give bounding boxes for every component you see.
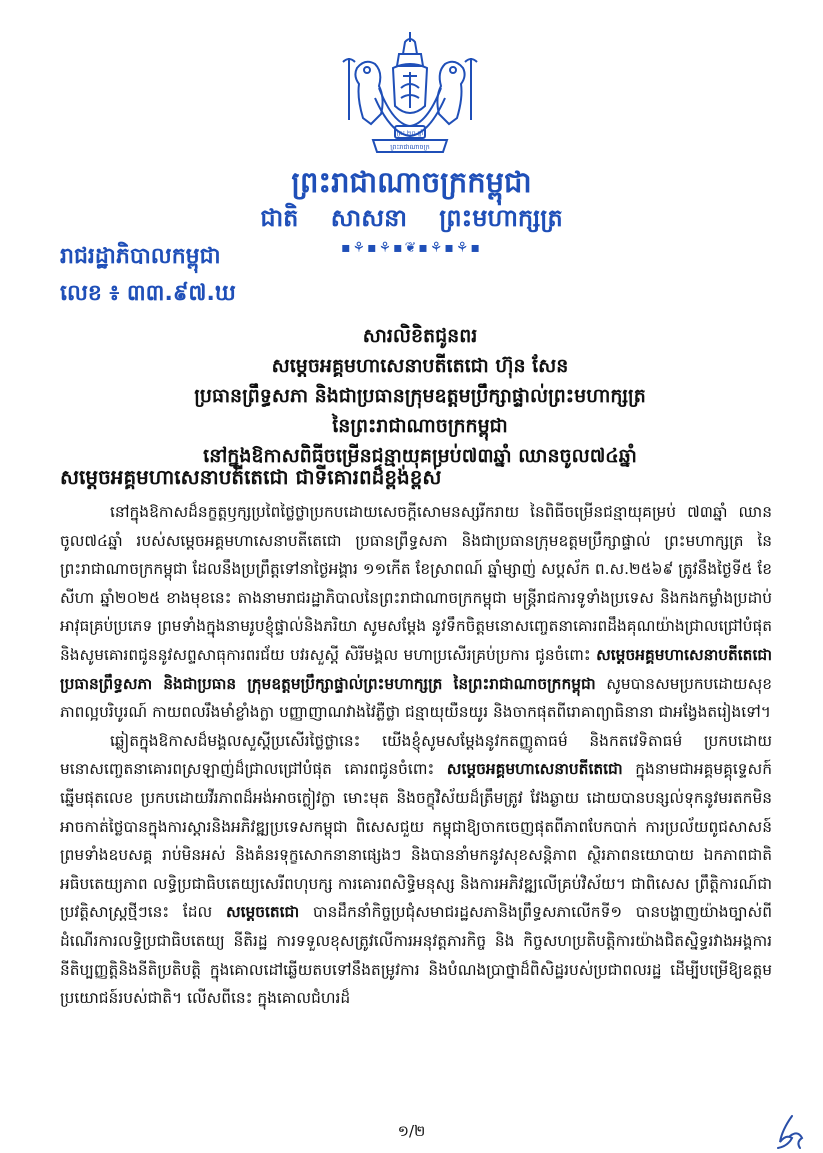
letter-body [60, 498, 772, 1013]
document-title [40, 321, 800, 471]
divider-ornament: ▪⚘▪⚘▪❦▪⚘▪⚘▪ [341, 240, 482, 256]
emblem-banner: ព្រះរាជាណាចក្រ [390, 143, 430, 151]
emblem-plaque: ព្រះ ២០ ឆ្នាំ [396, 130, 424, 137]
paragraph-emphasis: សម្តេចអគ្គមហាសេនាបតីតេជោ ប្រធានព្រឹទ្ធសភា និងជាប្រធាន ក្រុមឧត្តមប្រឹក្សាផ្ទាល់ព្រះមហាក្សត្រ នៃព្រះរាជាណាចក្រកម្ពុជា [60, 645, 772, 693]
page-number: ១/២ [397, 1122, 426, 1140]
title-line: ប្រធានព្រឹទ្ធសភា និងជាប្រធានក្រុមឧត្តមប្រឹក្សាផ្ទាល់ព្រះមហាក្សត្រ [194, 385, 646, 407]
paragraph-text: ឆ្លៀតក្នុងឱកាសដ៏មង្គលសួស្តីប្រសើរថ្លៃថ្លានេះ យើងខ្ញុំសូមសម្តែងនូវកតញ្ញូតាធម៌ និងកតវេទិតាធម៌ ប្រកបដោយមនោសញ្ចេតនាគោរពស្រឡាញ់ដ៏ជ្រាលជ្រៅបំផុត គោរពជូនចំពោះ [60, 731, 772, 779]
handwritten-initial [772, 1112, 808, 1152]
title-line: នៅក្នុងឱកាសពិធីចម្រើនជន្មាយុគម្រប់៧៣ឆ្នាំ ឈានចូល៧៤ឆ្នាំ [203, 445, 637, 467]
national-motto: ជាតិ សាសនា ព្រះមហាក្សត្រ [260, 204, 563, 232]
title-line: សម្តេចអគ្គមហាសេនាបតីតេជោ ហ៊ុន សែន [271, 355, 569, 377]
paragraph-text: ក្នុងនាមជាអគ្គមគ្គុទ្ទេសក៍ឆ្នើមផុតលេខ ប្រកបដោយវីរភាពដ៏អង់អាចក្លៀវក្លា មោះមុត និងចក្ខុវិស័យដ៏ត្រឹមត្រូវ វែងឆ្ងាយ ដោយបានបន្សល់ទុកនូវមរតកមិនអាចកាត់ថ្លៃបានក្នុងការស្តារនិងអភិវឌ្ឍប្រទេសកម្ពុជា ពិសេសជួយ កម្ពុជាឱ្យចាកចេញផុតពីភាពបែកបាក់ ការប្រល័យពូជសាសន៍ ព្រមទាំងឧបសគ្គ រាប់មិនអស់ និងគំនរទុក្ខសោកនានាផ្សេងៗ និងបាននាំមកនូវសុខសន្តិភាព ស្ថិរភាពនយោបាយ ឯកភាពជាតិ អធិបតេយ្យភាព លទ្ធិប្រជាធិបតេយ្យសេរីពហុបក្ស ការគោរពសិទ្ធិមនុស្ស និងការអភិវឌ្ឍលើគ្រប់វិស័យ។ ជាពិសេស ព្រឹត្តិការណ៍ជាប្រវត្តិសាស្ត្រថ្មីៗនេះ ដែល [60, 760, 772, 922]
title-line: សារលិខិតជូនពរ [362, 325, 478, 347]
paragraph-text: សូមបានសមប្រកបដោយសុខភាពល្អបរិបូរណ៍ កាយពលរឹងមាំខ្លាំងក្លា បញ្ញាញាណវាងវៃភ្លឺថ្លា ជន្មាយុយឺនយូរ និងចាកផុតពីរោគាព្យាធិនានា ជាអង្វែងតរៀងទៅ។ [60, 674, 772, 722]
paragraph-text: បានដឹកនាំកិច្ចប្រជុំសមាជរដ្ឋសភានិងព្រឹទ្ធសភាលើកទី១ បានបង្ហាញយ៉ាងច្បាស់ពីដំណើរការលទ្ធិប្រជាធិបតេយ្យ នីតិរដ្ឋ ការទទួលខុសត្រូវលើការអនុវត្តភារកិច្ច និង កិច្ចសហប្រតិបត្តិការយ៉ាងជិតស្និទ្ធរវាងអង្គការនីតិប្បញ្ញត្តិនិងនីតិប្រតិបត្តិ ក្នុងគោលដៅឆ្លើយតបទៅនឹងតម្រូវការ និងបំណងប្រាថ្នាដ៏ពិសិដ្ឋរបស់ប្រជាពលរដ្ឋ ដើម្បីបម្រើឱ្យឧត្តមប្រយោជន៍របស់ជាតិ។ លើសពីនេះ ក្នុងគោលជំហរដ៏ [60, 903, 772, 1008]
title-line: នៃព្រះរាជាណាចក្រកម្ពុជា [332, 415, 508, 437]
kingdom-name: ព្រះរាជាណាចក្រកម្ពុជា [291, 165, 532, 199]
royal-emblem [335, 28, 485, 163]
body-paragraph [60, 727, 772, 1013]
paragraph-emphasis: សម្តេចតេជោ [225, 903, 300, 922]
paragraph-text: នៅក្នុងឱកាសដ៏នក្ខត្តឫក្សប្រពៃថ្លៃថ្លាប្រកបដោយសេចក្តីសោមនស្សរីករាយ នៃពិធីចម្រើនជន្មាយុគម្រប់ ៧៣ឆ្នាំ ឈានចូល៧៤ឆ្នាំ របស់សម្តេចអគ្គមហាសេនាបតីតេជោ ប្រធានព្រឹទ្ធសភា និងជាប្រធានក្រុមឧត្តមប្រឹក្សាផ្ទាល់ ព្រះមហាក្សត្រ នៃព្រះរាជាណាចក្រកម្ពុជា ដែលនឹងប្រព្រឹត្តទៅនាថ្ងៃអង្គារ ១១កើត ខែស្រាពណ៍ ឆ្នាំម្សាញ់ សប្តស័ក ព.ស.២៥៦៩ ត្រូវនឹងថ្ងៃទី៥ ខែសីហា ឆ្នាំ២០២៥ ខាងមុខនេះ តាងនាមរាជរដ្ឋាភិបាលនៃព្រះរាជាណាចក្រកម្ពុជា មន្ត្រីរាជការទូទាំងប្រទេស និងកងកម្លាំងប្រដាប់អាវុធគ្រប់ប្រភេទ ព្រមទាំងក្នុងនាមរូបខ្ញុំផ្ទាល់និងភរិយា សូមសម្តែង នូវទឹកចិត្តមនោសញ្ចេតនាគោរពដឹងគុណយ៉ាងជ្រាលជ្រៅបំផុត និងសូមគោរពជូននូវសព្ទសាធុការពរជ័យ បវរសួស្តី សិរីមង្គល មហាប្រសើរគ្រប់ប្រការ ជូនចំពោះ [60, 503, 772, 664]
reference-number: លេខ ៖ ៣៣.៩៧.ឃ [60, 281, 236, 306]
government-name: រាជរដ្ឋាភិបាលកម្ពុជា [60, 244, 221, 269]
paragraph-emphasis: សម្តេចអគ្គមហាសេនាបតីតេជោ [446, 760, 623, 779]
salutation-heading: សម្តេចអគ្គមហាសេនាបតីតេជោ ជាទីគោរពដ៏ខ្ពង់ខ្ពស់ [60, 465, 442, 489]
body-paragraph [60, 498, 772, 727]
